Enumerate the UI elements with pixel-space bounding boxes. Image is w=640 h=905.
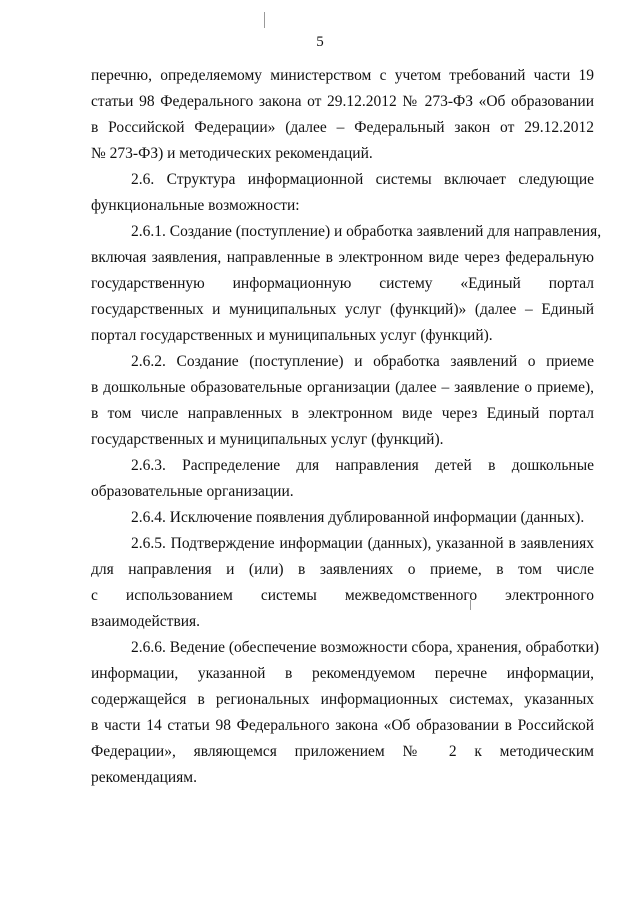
text-line: государственную информационную систему «Единый портал xyxy=(91,275,594,292)
text-line: информации, указанной в рекомендуемом перечне информации, xyxy=(91,665,594,682)
text-line: 2.6.6. Ведение (обеспечение возможности сбора, хранения, обработки) xyxy=(131,639,599,656)
text-line: образовательные организации. xyxy=(91,483,294,500)
text-line: включая заявления, направленные в электронном виде через федеральную xyxy=(91,249,594,266)
text-line: 2.6.2. Создание (поступление) и обработка заявлений о приеме xyxy=(131,353,594,370)
text-line: государственных и муниципальных услуг (функций)» (далее – Единый xyxy=(91,301,594,318)
scan-artifact xyxy=(264,12,265,28)
text-line: 2.6.4. Исключение появления дублированной информации (данных). xyxy=(131,509,585,526)
text-line: 2.6.5. Подтверждение информации (данных), указанной в заявлениях xyxy=(131,535,594,552)
text-line: 2.6.3. Распределение для направления детей в дошкольные xyxy=(131,457,594,474)
text-line: содержащейся в региональных информационных системах, указанных xyxy=(91,691,594,708)
text-line: в Российской Федерации» (далее – Федеральный закон от 29.12.2012 xyxy=(91,119,594,136)
text-line: перечню, определяемому министерством с учетом требований части 19 xyxy=(91,67,594,84)
text-line: в дошкольные образовательные организации (далее – заявление о приеме), xyxy=(91,379,594,396)
text-line: 2.6.1. Создание (поступление) и обработка заявлений для направления, xyxy=(131,223,602,240)
text-line: взаимодействия. xyxy=(91,613,201,630)
text-line: для направления и (или) в заявлениях о приеме, в том числе xyxy=(91,561,594,578)
text-line: Федерации», являющемся приложением № 2 к методическим xyxy=(91,743,594,760)
text-line: функциональные возможности: xyxy=(91,197,300,214)
text-line: с использованием системы межведомственного электронного xyxy=(91,587,594,604)
page-number: 5 xyxy=(316,34,324,50)
text-line: государственных и муниципальных услуг (функций). xyxy=(91,431,444,448)
text-line: в том числе направленных в электронном виде через Единый портал xyxy=(91,405,594,422)
text-line: статьи 98 Федерального закона от 29.12.2012 № 273-ФЗ «Об образовании xyxy=(91,93,594,110)
text-line: № 273-ФЗ) и методических рекомендаций. xyxy=(91,145,373,162)
text-line: портал государственных и муниципальных услуг (функций). xyxy=(91,327,493,344)
text-line: рекомендациям. xyxy=(91,769,197,786)
text-line: в части 14 статьи 98 Федерального закона «Об образовании в Российской xyxy=(91,717,594,734)
text-line: 2.6. Структура информационной системы включает следующие xyxy=(131,171,594,188)
